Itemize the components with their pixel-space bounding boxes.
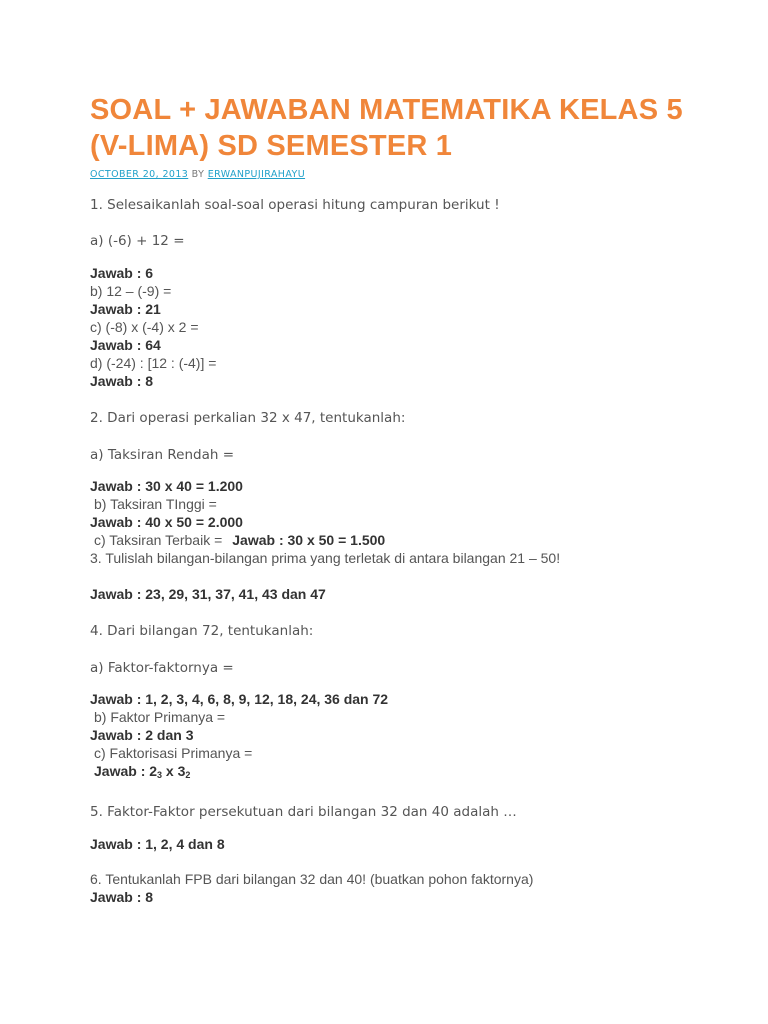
author-link[interactable]: ERWANPUJIRAHAYU [207,169,306,180]
question-5: 5. Faktor-Faktor persekutuan dari bilangan 32 dan 40 adalah … [90,804,517,820]
answer-4a: Jawab : 1, 2, 3, 4, 6, 8, 9, 12, 18, 24, 36 dan 72 [90,691,389,707]
question-2a: a) Taksiran Rendah = [90,447,235,463]
answer-4c [90,762,710,784]
answer-4c-exponent-2: 2 [185,770,191,780]
page-title: SOAL + JAWABAN MATEMATIKA KELAS 5 (V-LIMA) SD SEMESTER 1 [90,94,683,162]
question-1: 1. Selesaikanlah soal-soal operasi hitung campuran berikut ! [90,197,500,213]
answer-6: Jawab : 8 [90,889,154,905]
answer-4c-mid: x 3 [162,763,186,779]
question-4b: b) Faktor Primanya = [94,709,226,725]
question-2c-row [90,531,710,549]
question-1a: a) (-6) + 12 = [90,233,185,249]
answer-2b: Jawab : 40 x 50 = 2.000 [90,514,243,530]
answer-3: Jawab : 23, 29, 31, 37, 41, 43 dan 47 [90,586,326,602]
question-2c: c) Taksiran Terbaik = [94,532,223,548]
question-2: 2. Dari operasi perkalian 32 x 47, tentukanlah: [90,410,406,426]
question-1b: b) 12 – (-9) = [90,283,172,299]
question-6: 6. Tentukanlah FPB dari bilangan 32 dan 40! (buatkan pohon faktornya) [90,871,534,887]
post-date-link[interactable]: OCTOBER 20, 2013 [90,169,189,180]
answer-4c-exponent-1: 3 [157,770,163,780]
question-2b: b) Taksiran TInggi = [94,496,217,512]
answer-1a: Jawab : 6 [90,265,154,281]
question-4a: a) Faktor-faktornya = [90,660,234,676]
answer-2c: Jawab : 30 x 50 = 1.500 [232,532,386,548]
question-4: 4. Dari bilangan 72, tentukanlah: [90,623,314,639]
answer-4c-prefix: Jawab : 2 [94,763,158,779]
post-meta [90,169,710,180]
by-label: BY [191,169,205,180]
answer-1c: Jawab : 64 [90,337,161,353]
answer-5: Jawab : 1, 2, 4 dan 8 [90,836,225,852]
question-3: 3. Tulislah bilangan-bilangan prima yang terletak di antara bilangan 21 – 50! [90,550,561,566]
answer-4b: Jawab : 2 dan 3 [90,727,194,743]
question-4c: c) Faktorisasi Primanya = [94,745,253,761]
answer-1b: Jawab : 21 [90,301,161,317]
answer-2a: Jawab : 30 x 40 = 1.200 [90,478,243,494]
answer-1d: Jawab : 8 [90,373,154,389]
article [90,92,710,906]
question-1d: d) (-24) : [12 : (-4)] = [90,355,217,371]
question-1c: c) (-8) x (-4) x 2 = [90,319,199,335]
